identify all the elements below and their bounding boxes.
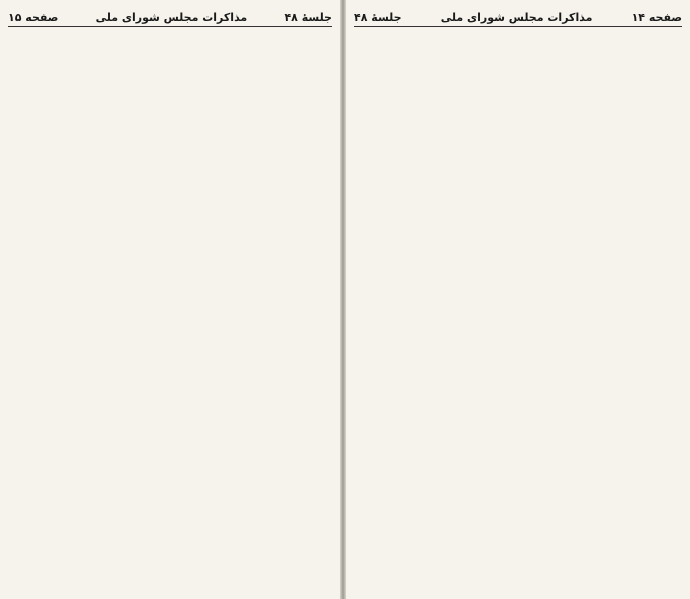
right-page-session: جلسهٔ ۴۸ bbox=[354, 10, 402, 24]
left-page-body-text bbox=[8, 30, 332, 593]
left-page-number: صفحه ۱۵ bbox=[8, 10, 59, 24]
right-page-body-text bbox=[354, 30, 682, 593]
right-page-title: مذاکرات مجلس شورای ملی bbox=[440, 10, 593, 24]
right-page-header bbox=[354, 8, 682, 27]
left-page-header bbox=[8, 8, 332, 27]
left-page-title: مذاکرات مجلس شورای ملی bbox=[95, 10, 248, 24]
right-page-number: صفحه ۱۴ bbox=[631, 10, 682, 24]
left-page bbox=[0, 0, 340, 599]
right-page bbox=[346, 0, 690, 599]
left-page-session: جلسهٔ ۴۸ bbox=[284, 10, 332, 24]
